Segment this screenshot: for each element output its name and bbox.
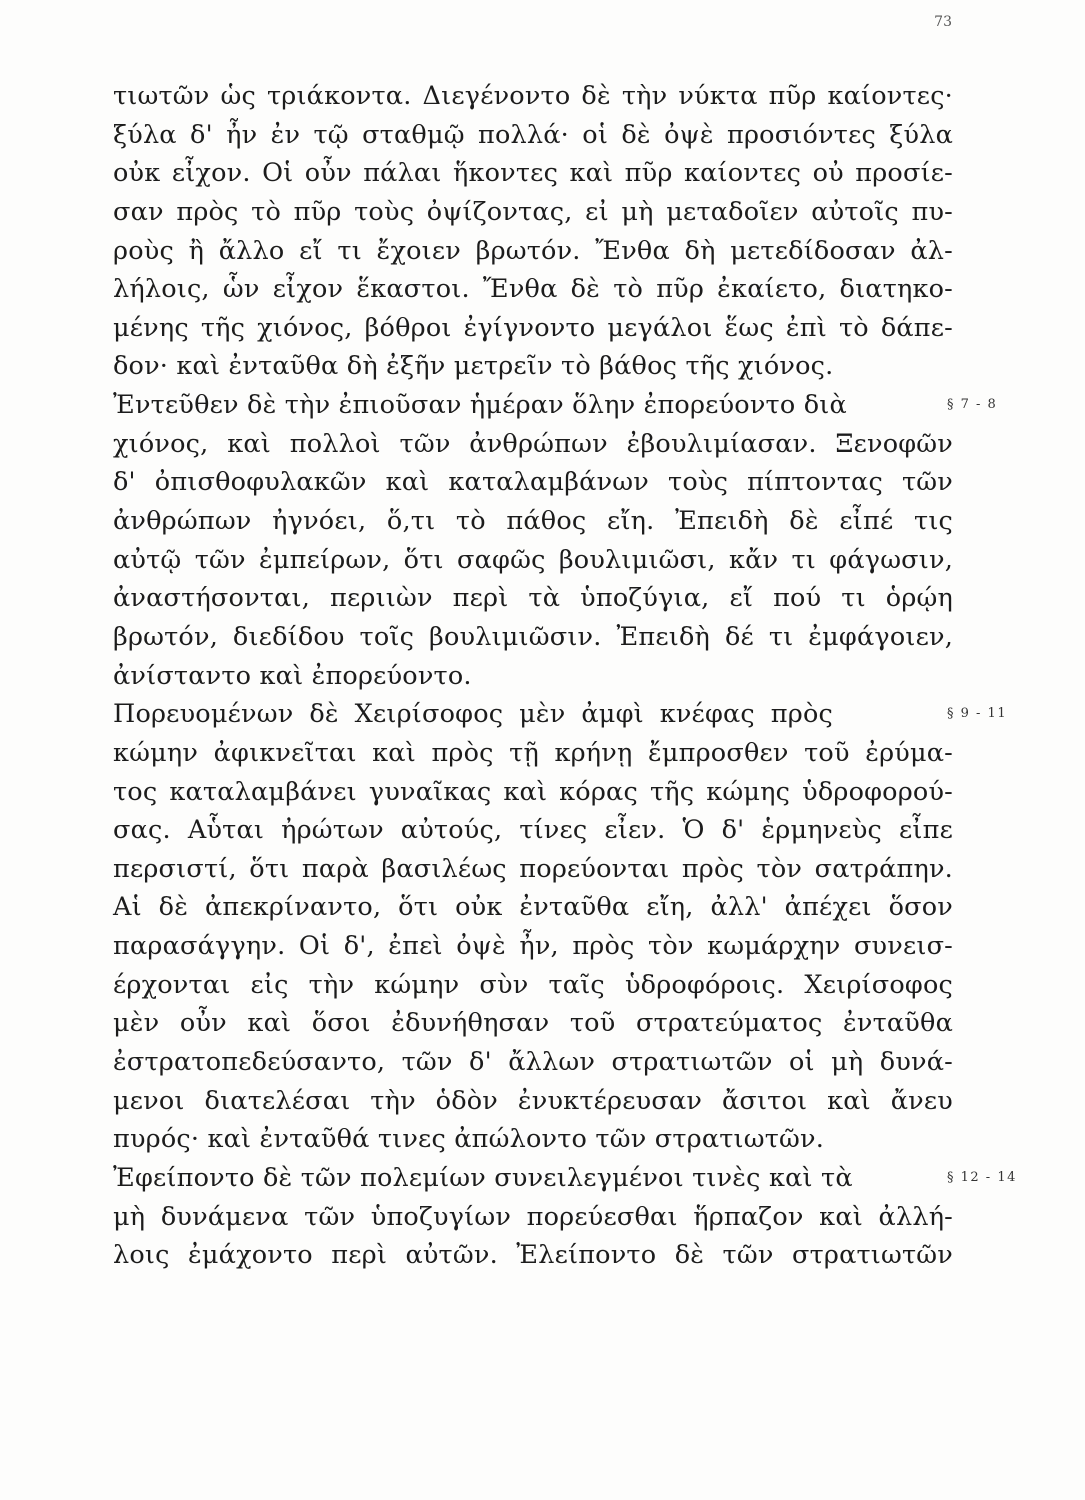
text-line: πυρός· καὶ ἐνταῦθά τινες ἀπώλοντο τῶν στρατιωτῶν.: [113, 1124, 825, 1155]
text-line: μένης τῆς χιόνος, βόθροι ἐγίγνοντο μεγάλοι ἕως ἐπὶ τὸ δάπε-: [113, 312, 953, 343]
section-reference: § 7 - 8: [947, 397, 998, 413]
text-line: τος καταλαμβάνει γυναῖκας καὶ κόρας τῆς κώμης ὑδροφορού-: [113, 776, 953, 807]
paragraph-first-line: [113, 386, 998, 425]
section-reference: § 12 - 14: [947, 1169, 1017, 1185]
text-line: ἀναστήσονται, περιιὼν περὶ τὰ ὑποζύγια, εἴ πού τι ὁρῴη: [113, 583, 953, 614]
text-line: λήλοις, ὧν εἶχον ἕκαστοι. Ἔνθα δὲ τὸ πῦρ ἐκαίετο, διατηκο-: [113, 274, 953, 305]
section-reference: § 9 - 11: [947, 706, 1008, 722]
paragraph-first-line: [113, 695, 1008, 734]
text-line: δον· καὶ ἐνταῦθα δὴ ἐξῆν μετρεῖν τὸ βάθος τῆς χιόνος.: [113, 351, 834, 382]
text-line: μὴ δυνάμενα τῶν ὑποζυγίων πορεύεσθαι ἥρπαζον καὶ ἀλλή-: [113, 1201, 953, 1232]
text-line: ροὺς ἢ ἄλλο εἴ τι ἔχοιεν βρωτόν. Ἔνθα δὴ μετεδίδοσαν ἀλ-: [113, 235, 953, 266]
body-text: [113, 77, 1017, 1275]
paragraph-first-line: [113, 1159, 1017, 1198]
text-line: Αἱ δὲ ἀπεκρίναντο, ὅτι οὐκ ἐνταῦθα εἴη, ἀλλ' ἀπέχει ὅσον: [113, 892, 953, 923]
text-line: ἀνίσταντο καὶ ἐπορεύοντο.: [113, 660, 472, 691]
text-line: δ' ὀπισθοφυλακῶν καὶ καταλαμβάνων τοὺς πίπτοντας τῶν: [113, 467, 953, 498]
text-line: τιωτῶν ὡς τριάκοντα. Διεγένοντο δὲ τὴν νύκτα πῦρ καίοντες·: [113, 81, 953, 111]
text-line: περσιστί, ὅτι παρὰ βασιλέως πορεύονται πρὸς τὸν σατράπην.: [113, 853, 953, 884]
text-line: λοις ἐμάχοντο περὶ αὐτῶν. Ἐλείποντο δὲ τῶν στρατιωτῶν: [113, 1240, 953, 1271]
text-line: μὲν οὖν καὶ ὅσοι ἐδυνήθησαν τοῦ στρατεύματος ἐνταῦθα: [113, 1008, 953, 1039]
text-line: χιόνος, καὶ πολλοὶ τῶν ἀνθρώπων ἐβουλιμίασαν. Ξενοφῶν: [113, 428, 953, 459]
text-line: ἀνθρώπων ἠγνόει, ὅ,τι τὸ πάθος εἴη. Ἐπειδὴ δὲ εἶπέ τις: [113, 506, 953, 537]
text-line: σας. Αὗται ἠρώτων αὐτούς, τίνες εἶεν. Ὁ δ' ἑρμηνεὺς εἶπε: [113, 815, 953, 846]
text-line: βρωτόν, διεδίδου τοῖς βουλιμιῶσιν. Ἐπειδὴ δέ τι ἐμφάγοιεν,: [113, 621, 953, 652]
text-line: μενοι διατελέσαι τὴν ὁδὸν ἐνυκτέρευσαν ἄσιτοι καὶ ἄνευ: [113, 1085, 953, 1116]
text-line: Πορευομένων δὲ Χειρίσοφος μὲν ἀμφὶ κνέφας πρὸς: [113, 699, 833, 730]
text-line: οὐκ εἶχον. Οἱ οὖν πάλαι ἥκοντες καὶ πῦρ καίοντες οὐ προσίε-: [113, 158, 953, 189]
page-number: 73: [934, 14, 952, 30]
text-line: κώμην ἀφικνεῖται καὶ πρὸς τῇ κρήνῃ ἔμπροσθεν τοῦ ἐρύμα-: [113, 737, 953, 768]
text-line: έρχονται εἰς τὴν κώμην σὺν ταῖς ὑδροφόροις. Χειρίσοφος: [113, 969, 953, 1000]
text-line: Ἐφείποντο δὲ τῶν πολεμίων συνειλεγμένοι τινὲς καὶ τὰ: [113, 1162, 853, 1193]
text-line: Ἐντεῦθεν δὲ τὴν ἐπιοῦσαν ἡμέραν ὅλην ἐπορεύοντο διὰ: [113, 390, 847, 421]
text-line: ξύλα δ' ἦν ἐν τῷ σταθμῷ πολλά· οἱ δὲ ὀψὲ προσιόντες ξύλα: [113, 119, 953, 150]
text-line: σαν πρὸς τὸ πῦρ τοὺς ὀψίζοντας, εἰ μὴ μεταδοῖεν αὐτοῖς πυ-: [113, 196, 953, 227]
text-line: ἐστρατοπεδεύσαντο, τῶν δ' ἄλλων στρατιωτῶν οἱ μὴ δυνά-: [113, 1047, 953, 1078]
text-line: αὐτῷ τῶν ἐμπείρων, ὅτι σαφῶς βουλιμιῶσι, κἄν τι φάγωσιν,: [113, 544, 953, 575]
text-line: παρασάγγην. Οἱ δ', ἐπεὶ ὀψὲ ἦν, πρὸς τὸν κωμάρχην συνεισ-: [113, 931, 953, 962]
